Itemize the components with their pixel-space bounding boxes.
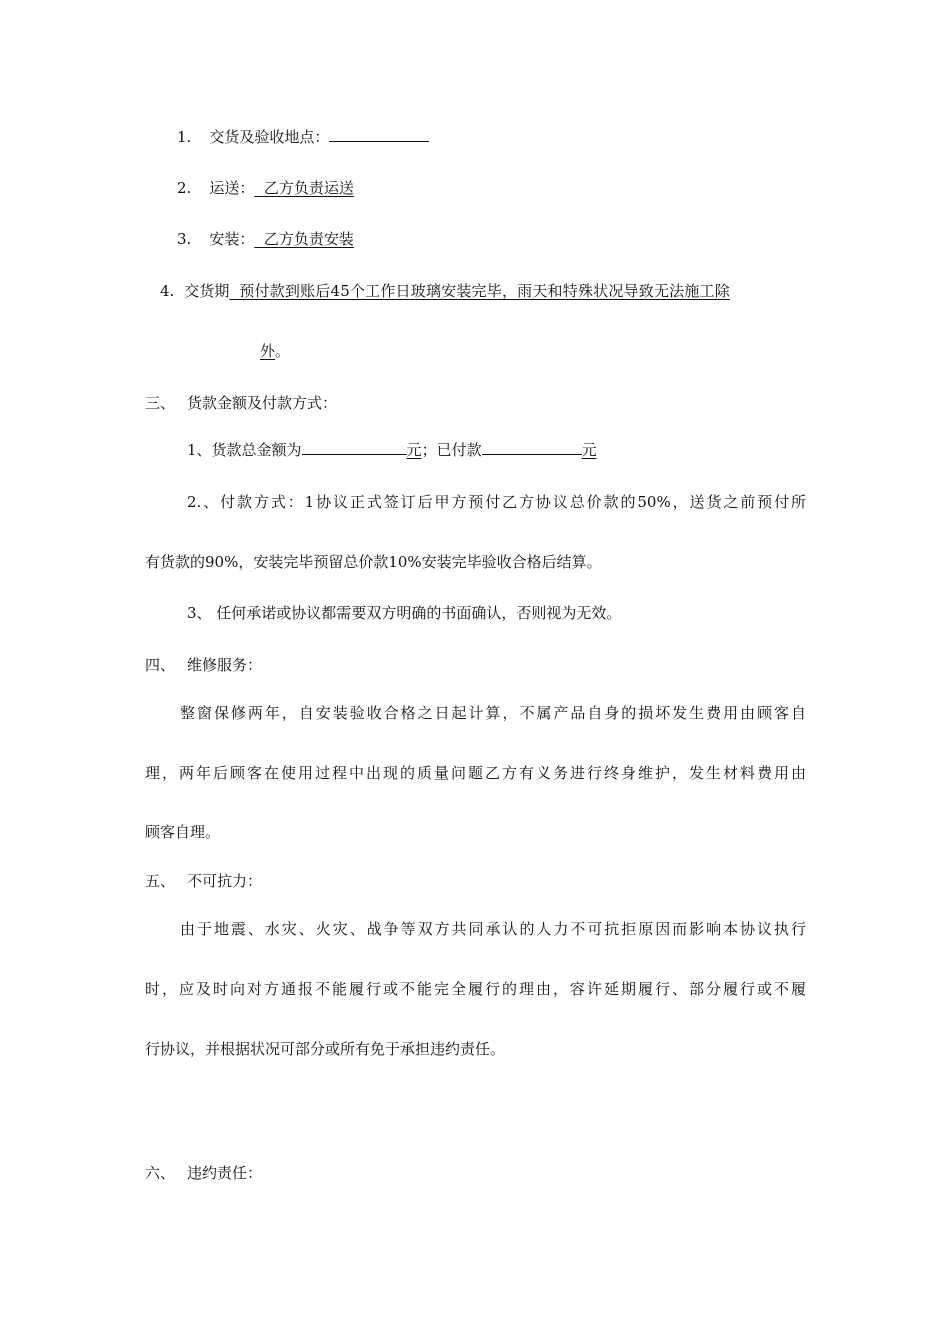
item-label: 运送：	[209, 179, 255, 197]
payment-amount-line	[187, 440, 597, 460]
force-majeure-line-3: 行协议，并根据状况可部分或所有免于承担违约责任。	[145, 1040, 506, 1058]
delivery-item-4	[160, 281, 730, 301]
section-6-heading	[145, 1163, 262, 1183]
section-number: 四、	[145, 656, 176, 674]
delivery-period-value-cont: 外	[260, 342, 276, 360]
section-5-heading	[145, 871, 262, 891]
section-title: 货款金额及付款方式：	[187, 394, 338, 412]
delivery-item-4-cont	[260, 341, 290, 361]
item-label: 安装：	[209, 230, 255, 248]
section-number: 三、	[145, 394, 176, 412]
delivery-period-value: 预付款到账后45个工作日玻璃安装完毕，雨天和特殊状况导致无法施工除	[229, 282, 730, 300]
total-amount-unit: 元	[406, 441, 422, 459]
payment-method-line-2: 有货款的90%，安装完毕预留总价款10%安装完毕验收合格后结算。	[145, 553, 602, 571]
item-number: 1.	[177, 128, 192, 146]
paid-amount-unit: 元	[581, 441, 597, 459]
location-blank	[329, 127, 429, 142]
delivery-item-3	[177, 229, 429, 249]
paid-label: ；已付款	[421, 441, 482, 459]
section-4-heading	[145, 655, 262, 675]
item-number: 2.	[177, 179, 192, 197]
total-amount-label: 1、货款总金额为	[187, 441, 302, 459]
transport-value: 乙方负责运送	[254, 179, 354, 197]
force-majeure-line-2: 时，应及时向对方通报不能履行或不能完全履行的理由，容许延期履行、部分履行或不履	[145, 980, 806, 998]
item-label: 交货及验收地点：	[209, 128, 330, 146]
item-number: 3.	[177, 230, 192, 248]
section-number: 六、	[145, 1164, 176, 1182]
warranty-line-3: 顾客自理。	[145, 823, 221, 841]
force-majeure-line-1: 由于地震、水灾、火灾、战争等双方共同承认的人力不可抗拒原因而影响本协议执行	[180, 920, 806, 938]
delivery-item-1	[177, 127, 429, 147]
item-label: 交货期	[184, 282, 230, 300]
warranty-line-1: 整窗保修两年，自安装验收合格之日起计算，不属产品自身的损坏发生费用由顾客自	[180, 704, 806, 722]
total-amount-blank	[302, 440, 407, 455]
item-number: 4.	[160, 282, 175, 300]
install-value: 乙方负责安装	[254, 230, 354, 248]
paid-amount-blank	[482, 440, 582, 455]
payment-method-line-1: 2.、付款方式：1协议正式签订后甲方预付乙方协议总价款的50%，送货之前预付所	[187, 493, 806, 511]
section-number: 五、	[145, 872, 176, 890]
confirmation-clause: 3、 任何承诺或协议都需要双方明确的书面确认，否则视为无效。	[187, 604, 622, 622]
warranty-line-2: 理，两年后顾客在使用过程中出现的质量问题乙方有义务进行终身维护，发生材料费用由	[145, 764, 806, 782]
section-title: 违约责任：	[187, 1164, 263, 1182]
section-3-heading	[145, 393, 337, 413]
period-tail: 。	[275, 342, 291, 360]
section-title: 维修服务：	[187, 656, 263, 674]
delivery-item-2	[177, 178, 429, 198]
section-title: 不可抗力：	[187, 872, 263, 890]
